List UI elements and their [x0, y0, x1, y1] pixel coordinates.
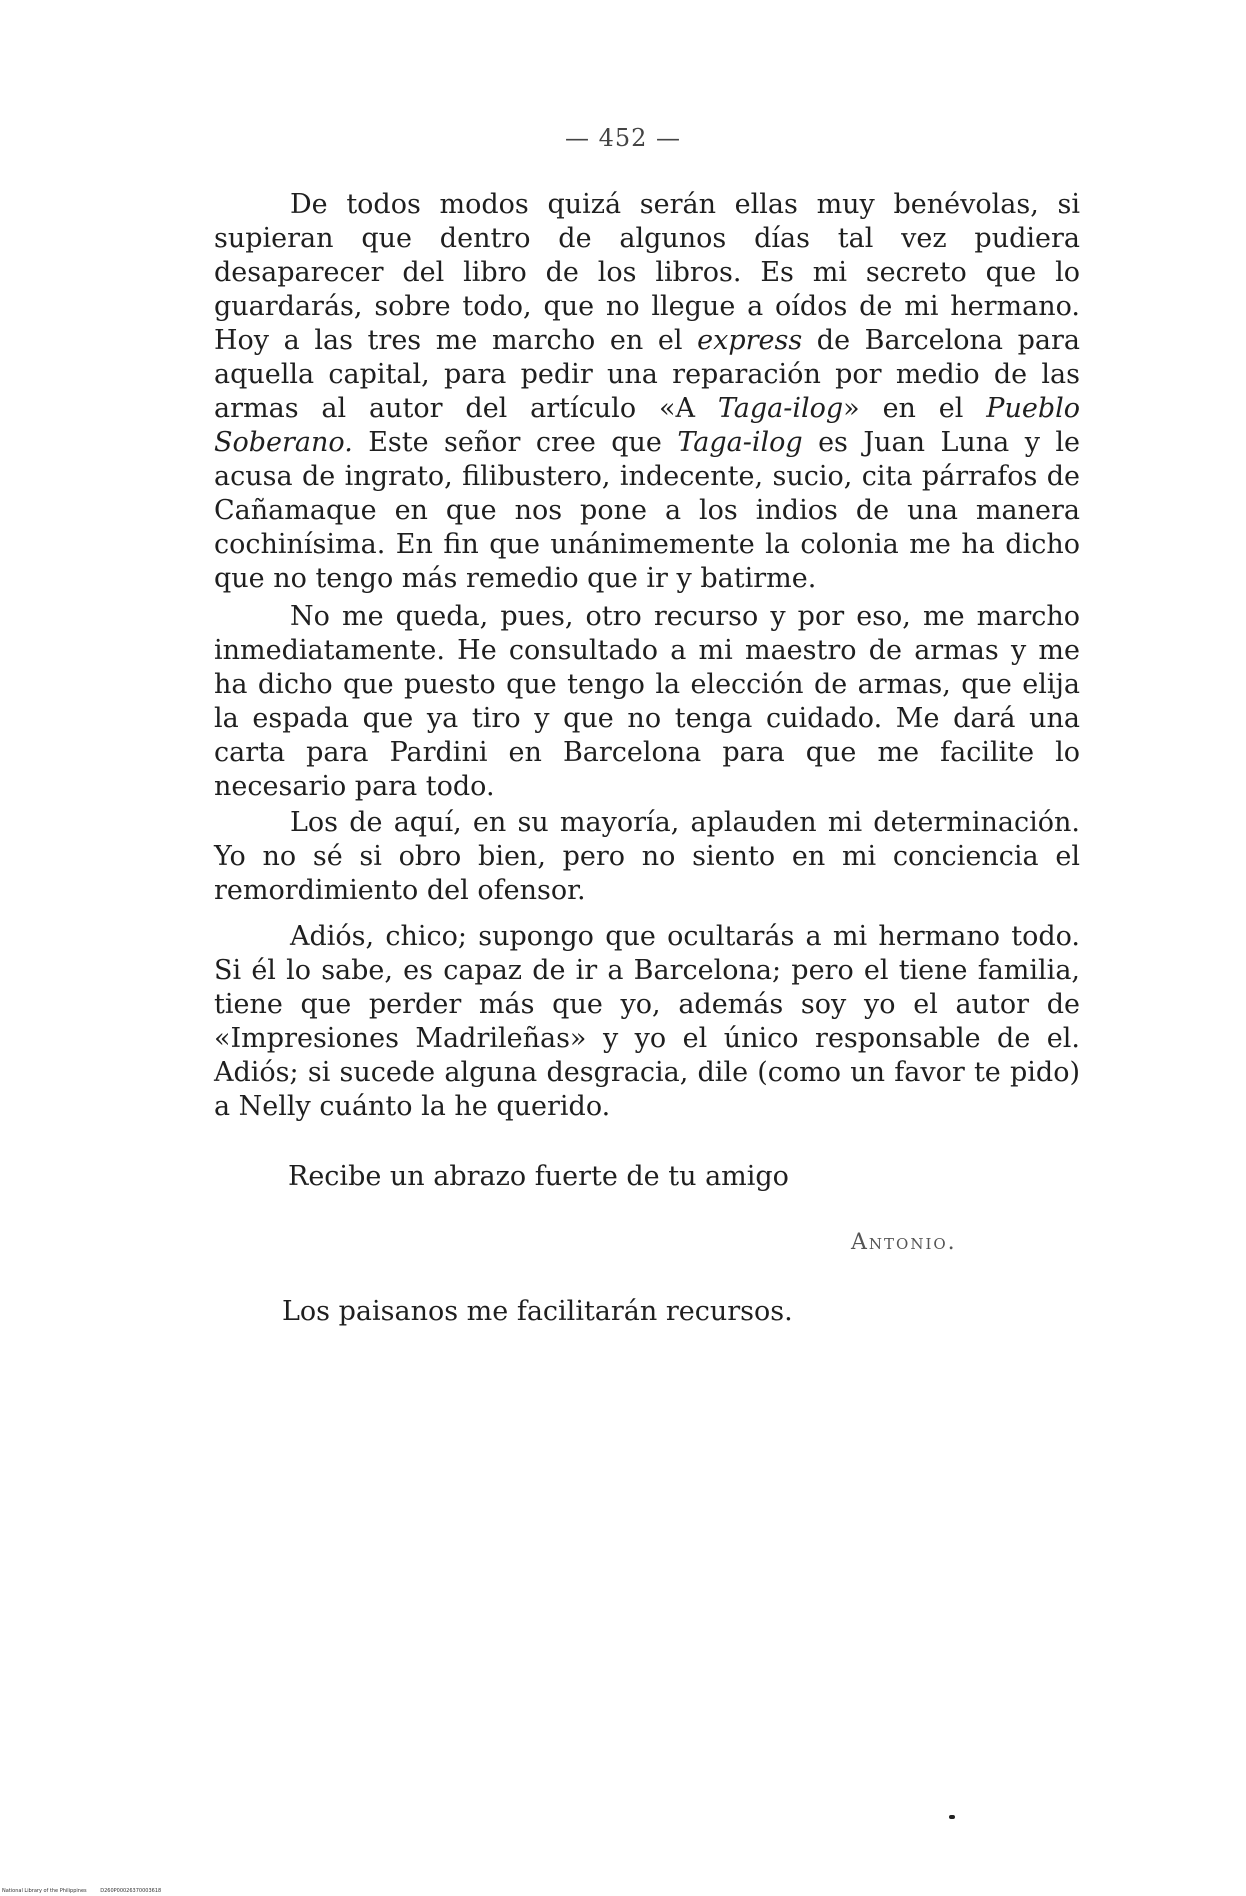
paragraph-4-text: Adiós, chico; supongo que ocultarás a mi hermano todo. Si él lo sabe, es capaz de ir a Barcelona; pero el tiene familia, tiene que perder más que yo, además soy yo el autor de «Impresiones Madrileñas» y yo el único responsable de el. Adiós; si sucede alguna desgracia, dile (como un favor te pido) a Nelly cuánto la he querido. [214, 921, 1080, 1122]
footer-code: D260P00026370003618 [100, 1888, 162, 1894]
paragraph-1-text-d: Este señor cree que [352, 427, 678, 458]
closing-line: Recibe un abrazo fuerte de tu amigo [288, 1161, 789, 1192]
paragraph-1-italic-taga-ilog-2: Taga-ilog [677, 427, 803, 458]
scan-footer [2, 1888, 173, 1894]
paragraph-1-text-b: de Barcelona para aquella capital, para pedir una reparación por medio de las armas al autor del artículo «A [214, 325, 1080, 424]
footer-library: National Library of the Philippines [2, 1888, 87, 1894]
signature: Antonio. [851, 1230, 957, 1255]
paragraph-1-italic-pueblo-soberano: Pueblo Soberano. [214, 393, 1081, 458]
paragraph-1-italic-express: express [697, 325, 803, 356]
paragraph-2 [214, 600, 1080, 804]
postscript: Los paisanos me facilitarán recursos. [282, 1296, 793, 1327]
paragraph-1 [214, 188, 1080, 596]
paragraph-1-text-c: » en el [843, 393, 987, 424]
paragraph-4 [214, 920, 1080, 1124]
page-number: — 452 — [564, 124, 682, 152]
paragraph-1-text-a: De todos modos quizá serán ellas muy benévolas, si supieran que dentro de algunos días tal vez pudiera desaparecer del libro de los libros. Es mi secreto que lo guardarás, sobre todo, que no llegue a oídos de mi hermano. Hoy a las tres me marcho en el [214, 189, 1080, 356]
paragraph-3 [214, 806, 1080, 908]
paragraph-2-text: No me queda, pues, otro recurso y por eso, me marcho inmediatamente. He consultado a mi maestro de armas y me ha dicho que puesto que tengo la elección de armas, que elija la espada que ya tiro y que no tenga cuidado. Me dará una carta para Pardini en Barcelona para que me facilite lo necesario para todo. [214, 601, 1080, 802]
ink-dot [949, 1815, 955, 1819]
paragraph-3-text: Los de aquí, en su mayoría, aplauden mi determinación. Yo no sé si obro bien, pero no siento en mi conciencia el remordimiento del ofensor. [214, 807, 1080, 906]
paragraph-1-italic-taga-ilog: Taga-ilog [717, 393, 844, 424]
paragraph-1-text-e: es Juan Luna y le acusa de ingrato, filibustero, indecente, sucio, cita párrafos de Cañamaque en que nos pone a los indios de una manera cochinísima. En fin que unánimemente la colonia me ha dicho que no tengo más remedio que ir y batirme. [214, 427, 1080, 594]
